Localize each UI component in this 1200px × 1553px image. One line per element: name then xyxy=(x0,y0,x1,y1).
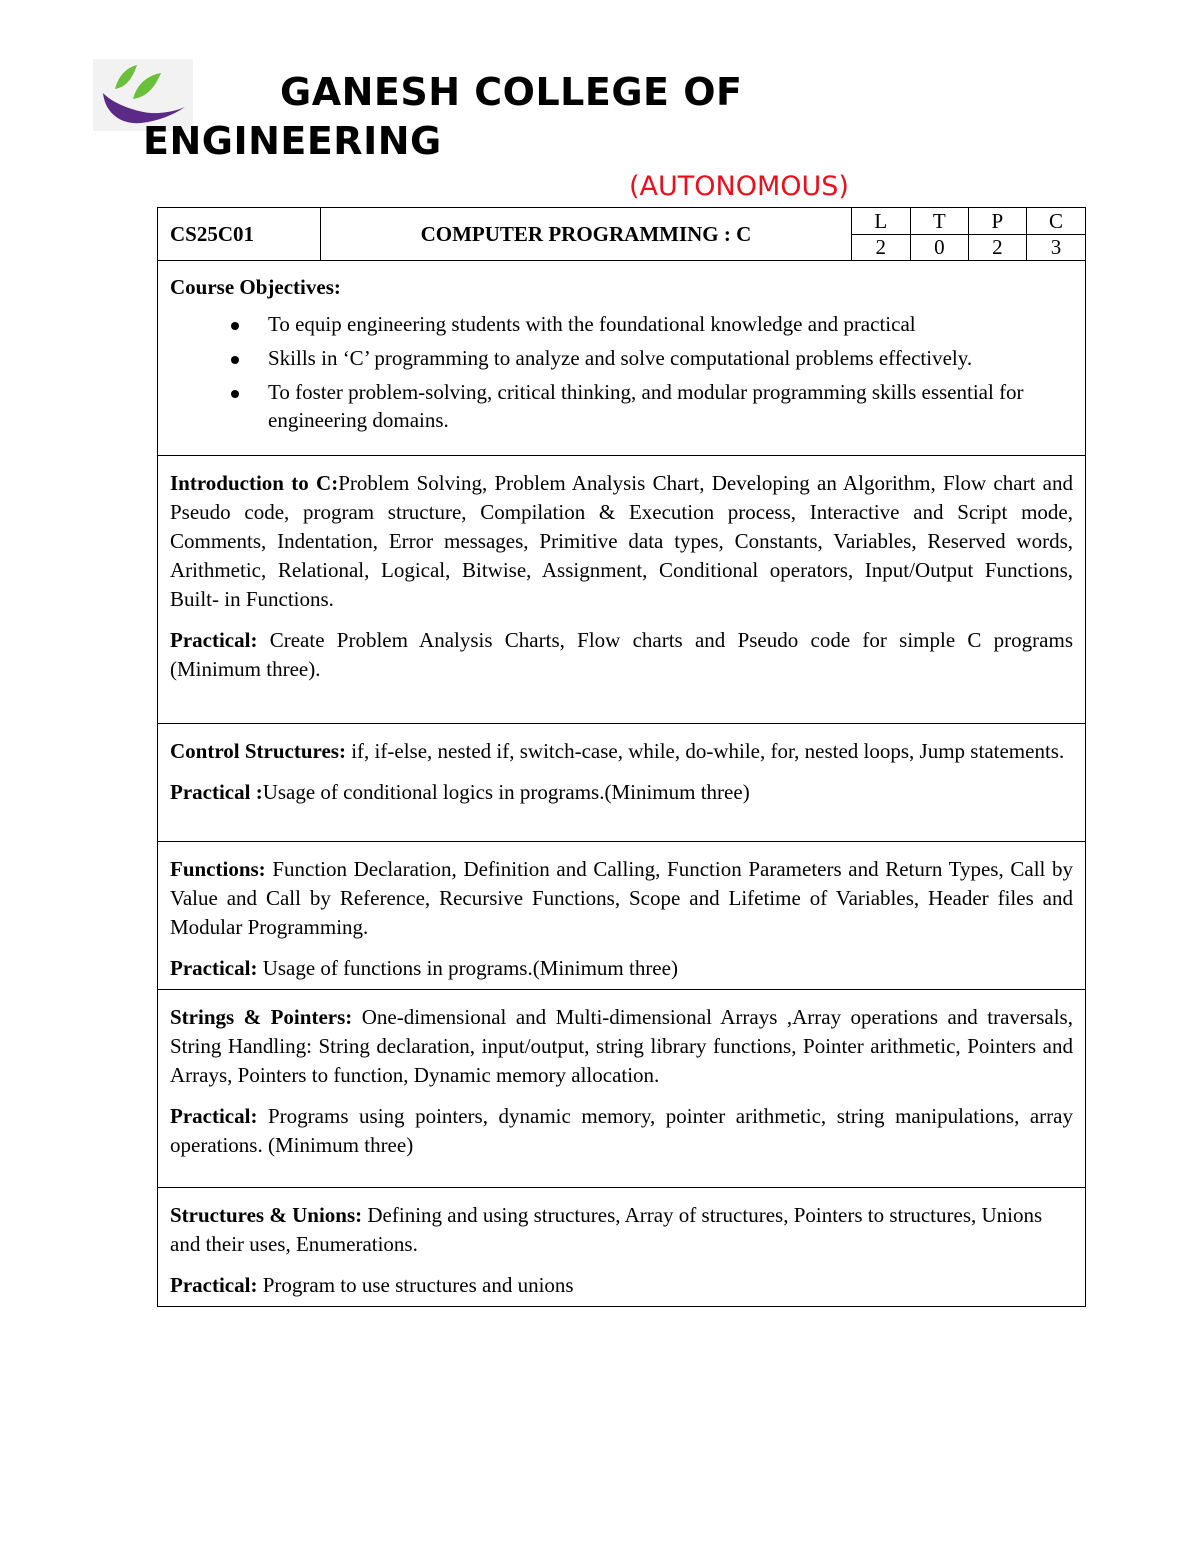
unit-cell-control xyxy=(158,724,1086,842)
practical-label: Practical: xyxy=(170,956,258,980)
objectives-title: Course Objectives: xyxy=(170,275,341,299)
unit-heading: Functions: xyxy=(170,857,266,881)
unit-practical: Practical: Usage of functions in programs.(Minimum three) xyxy=(170,956,678,980)
unit-content: Introduction to C:Problem Solving, Problem Analysis Chart, Developing an Algorithm, Flow chart and Pseudo code, program structure, Compilation & Execution process, Interactive and Script mode, Comments, Indentation, Error messages, Primitive data types, Constants, Variables, Reserved words, Arithmetic, Relational, Logical, Bitwise, Assignment, Conditional operators, Input/Output Functions, Built- in Functions. xyxy=(170,471,1073,611)
unit-content: Functions: Function Declaration, Definition and Calling, Function Parameters and Return Types, Call by Value and Call by Reference, Recursive Functions, Scope and Lifetime of Variables, Header files and Modular Programming. xyxy=(170,857,1073,939)
college-name-line1: GANESH COLLEGE OF xyxy=(280,70,743,114)
ltpc-value-l: 2 xyxy=(851,234,910,261)
ltpc-label-c: C xyxy=(1026,208,1085,235)
unit-cell-intro xyxy=(158,456,1086,724)
ltpc-value-p: 2 xyxy=(968,234,1026,261)
objective-item: To foster problem-solving, critical thinking, and modular programming skills essential for engineering domains. xyxy=(268,378,1073,434)
unit-content: Control Structures: if, if-else, nested if, switch-case, while, do-while, for, nested loops, Jump statements. xyxy=(170,739,1065,763)
unit-practical: Practical: Create Problem Analysis Charts, Flow charts and Pseudo code for simple C programs (Minimum three). xyxy=(170,628,1073,681)
objective-item: Skills in ‘C’ programming to analyze and solve computational problems effectively. xyxy=(268,344,1073,372)
bullet-icon xyxy=(231,356,239,364)
unit-row xyxy=(158,990,1086,1188)
bullet-icon xyxy=(231,390,239,398)
unit-heading: Control Structures: xyxy=(170,739,346,763)
college-name-line2: ENGINEERING xyxy=(143,119,442,163)
unit-heading: Structures & Unions: xyxy=(170,1203,363,1227)
bullet-icon xyxy=(231,322,239,330)
autonomous-label: (AUTONOMOUS) xyxy=(629,171,849,202)
unit-heading: Introduction to C: xyxy=(170,471,339,495)
syllabus-table xyxy=(157,207,1086,1307)
ltpc-value-c: 3 xyxy=(1026,234,1085,261)
unit-row xyxy=(158,724,1086,842)
practical-label: Practical: xyxy=(170,628,258,652)
unit-practical: Practical: Program to use structures and unions xyxy=(170,1273,574,1297)
unit-practical: Practical :Usage of conditional logics in programs.(Minimum three) xyxy=(170,780,750,804)
course-code: CS25C01 xyxy=(158,208,321,261)
objectives-row xyxy=(158,261,1086,456)
unit-row xyxy=(158,1188,1086,1307)
unit-cell-functions xyxy=(158,842,1086,990)
ltpc-label-p: P xyxy=(968,208,1026,235)
unit-cell-structures xyxy=(158,1188,1086,1307)
course-title: COMPUTER PROGRAMMING : C xyxy=(321,208,852,261)
unit-content: Structures & Unions: Defining and using structures, Array of structures, Pointers to structures, Unions and their uses, Enumerations. xyxy=(170,1203,1043,1256)
unit-heading: Strings & Pointers: xyxy=(170,1005,353,1029)
practical-label: Practical: xyxy=(170,1273,258,1297)
objectives-list xyxy=(170,310,1073,434)
ltpc-label-l: L xyxy=(851,208,910,235)
unit-content: Strings & Pointers: One-dimensional and Multi-dimensional Arrays ,Array operations and traversals, String Handling: String declaration, input/output, string library functions, Pointer arithmetic, Pointers and Arrays, Pointers to function, Dynamic memory allocation. xyxy=(170,1005,1073,1087)
ltpc-value-t: 0 xyxy=(910,234,968,261)
unit-row xyxy=(158,842,1086,990)
objective-item: To equip engineering students with the foundational knowledge and practical xyxy=(268,310,1073,338)
practical-label: Practical : xyxy=(170,780,263,804)
unit-cell-strings xyxy=(158,990,1086,1188)
practical-label: Practical: xyxy=(170,1104,258,1128)
unit-practical: Practical: Programs using pointers, dynamic memory, pointer arithmetic, string manipulations, array operations. (Minimum three) xyxy=(170,1104,1073,1157)
objectives-cell xyxy=(158,261,1086,456)
ltpc-label-t: T xyxy=(910,208,968,235)
unit-row xyxy=(158,456,1086,724)
course-header-row xyxy=(158,208,1086,235)
